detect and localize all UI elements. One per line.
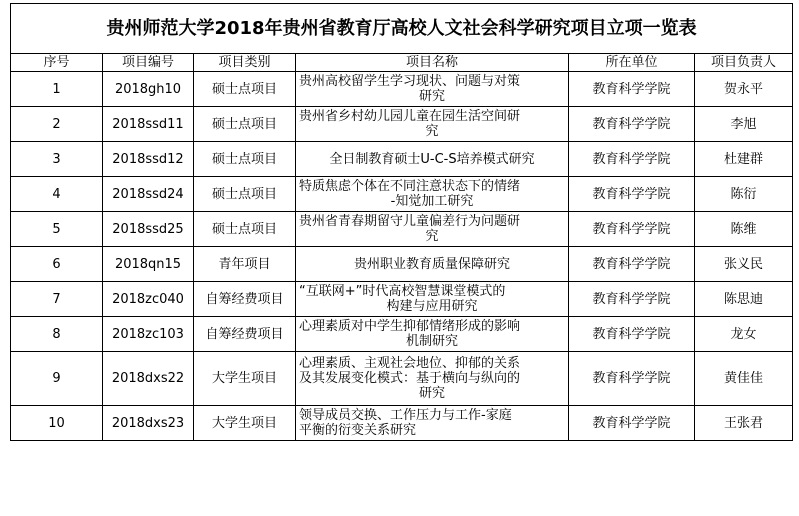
cell-category: 硕士点项目 [194,107,296,142]
cell-name [296,212,569,247]
project-name-line: 领导成员交换、工作压力与工作-家庭 [299,408,512,423]
cell-index: 1 [11,72,103,107]
cell-index: 7 [11,282,103,317]
project-name-line: 贵州省乡村幼儿园儿童在园生活空间研 [299,109,521,124]
table-row [11,177,793,212]
table-row [11,317,793,352]
cell-name [296,406,569,441]
project-name-line: 特质焦虑个体在不同注意状态下的情绪 [299,179,521,194]
cell-index: 4 [11,177,103,212]
cell-index: 8 [11,317,103,352]
project-name-line: -知觉加工研究 [390,194,474,209]
cell-index: 3 [11,142,103,177]
cell-code: 2018qn15 [103,247,194,282]
project-name-line: 研究 [418,89,445,104]
cell-name [296,142,569,177]
cell-unit: 教育科学学院 [569,177,695,212]
cell-index: 2 [11,107,103,142]
header-unit: 所在单位 [569,54,695,72]
cell-index: 9 [11,352,103,406]
cell-category: 硕士点项目 [194,212,296,247]
cell-name [296,72,569,107]
cell-category: 大学生项目 [194,352,296,406]
cell-unit: 教育科学学院 [569,317,695,352]
cell-leader: 陈思迪 [695,282,793,317]
cell-index: 10 [11,406,103,441]
cell-unit: 教育科学学院 [569,352,695,406]
cell-code: 2018zc103 [103,317,194,352]
project-name-line: 贵州职业教育质量保障研究 [353,256,510,272]
cell-category: 自筹经费项目 [194,282,296,317]
project-name-line: 及其发展变化模式：基于横向与纵向的 [299,371,521,386]
header-name: 项目名称 [296,54,569,72]
cell-index: 5 [11,212,103,247]
cell-leader: 贺永平 [695,72,793,107]
project-name-line: 心理素质、主观社会地位、抑郁的关系 [299,356,521,371]
cell-unit: 教育科学学院 [569,406,695,441]
project-name-line: 贵州高校留学生学习现状、问题与对策 [299,74,521,89]
cell-code: 2018ssd12 [103,142,194,177]
table-row [11,142,793,177]
table-row [11,406,793,441]
cell-category: 自筹经费项目 [194,317,296,352]
cell-code: 2018dxs22 [103,352,194,406]
cell-leader: 杜建群 [695,142,793,177]
cell-code: 2018dxs23 [103,406,194,441]
cell-unit: 教育科学学院 [569,107,695,142]
cell-unit: 教育科学学院 [569,212,695,247]
cell-category: 大学生项目 [194,406,296,441]
cell-name [296,317,569,352]
project-list-sheet [10,3,792,441]
cell-unit: 教育科学学院 [569,247,695,282]
cell-category: 硕士点项目 [194,142,296,177]
table-body [11,72,793,441]
table-row [11,212,793,247]
cell-name [296,107,569,142]
cell-leader: 陈维 [695,212,793,247]
cell-unit: 教育科学学院 [569,282,695,317]
cell-category: 硕士点项目 [194,72,296,107]
cell-unit: 教育科学学院 [569,142,695,177]
cell-name [296,177,569,212]
cell-code: 2018ssd25 [103,212,194,247]
header-code: 项目编号 [103,54,194,72]
project-name-line: 究 [425,124,439,139]
header-index: 序号 [11,54,103,72]
header-row [11,54,793,72]
project-name-line: 机制研究 [405,334,458,349]
table-row [11,72,793,107]
cell-code: 2018ssd11 [103,107,194,142]
cell-category: 硕士点项目 [194,177,296,212]
cell-leader: 黄佳佳 [695,352,793,406]
cell-name [296,282,569,317]
project-name-line: 构建与应用研究 [386,299,478,314]
project-table [10,3,793,441]
header-leader: 项目负责人 [695,54,793,72]
header-category: 项目类别 [194,54,296,72]
cell-unit: 教育科学学院 [569,72,695,107]
cell-leader: 王张君 [695,406,793,441]
cell-index: 6 [11,247,103,282]
cell-name [296,352,569,406]
project-name-line: 全日制教育硕士U-C-S培养模式研究 [329,151,535,167]
cell-code: 2018zc040 [103,282,194,317]
project-name-line: 平衡的衍变关系研究 [299,423,417,438]
cell-leader: 陈衍 [695,177,793,212]
cell-leader: 张义民 [695,247,793,282]
cell-leader: 李旭 [695,107,793,142]
table-row [11,107,793,142]
cell-leader: 龙女 [695,317,793,352]
project-name-line: 心理素质对中学生抑郁情绪形成的影响 [299,319,521,334]
project-name-line: 贵州省青春期留守儿童偏差行为问题研 [299,214,521,229]
cell-code: 2018gh10 [103,72,194,107]
cell-name [296,247,569,282]
table-row [11,247,793,282]
cell-category: 青年项目 [194,247,296,282]
table-title: 贵州师范大学2018年贵州省教育厅高校人文社会科学研究项目立项一览表 [11,4,793,54]
table-row [11,352,793,406]
project-name-line: 研究 [418,386,445,401]
table-row [11,282,793,317]
cell-code: 2018ssd24 [103,177,194,212]
project-name-line: 究 [425,229,439,244]
project-name-line: “互联网+”时代高校智慧课堂模式的 [299,284,506,299]
